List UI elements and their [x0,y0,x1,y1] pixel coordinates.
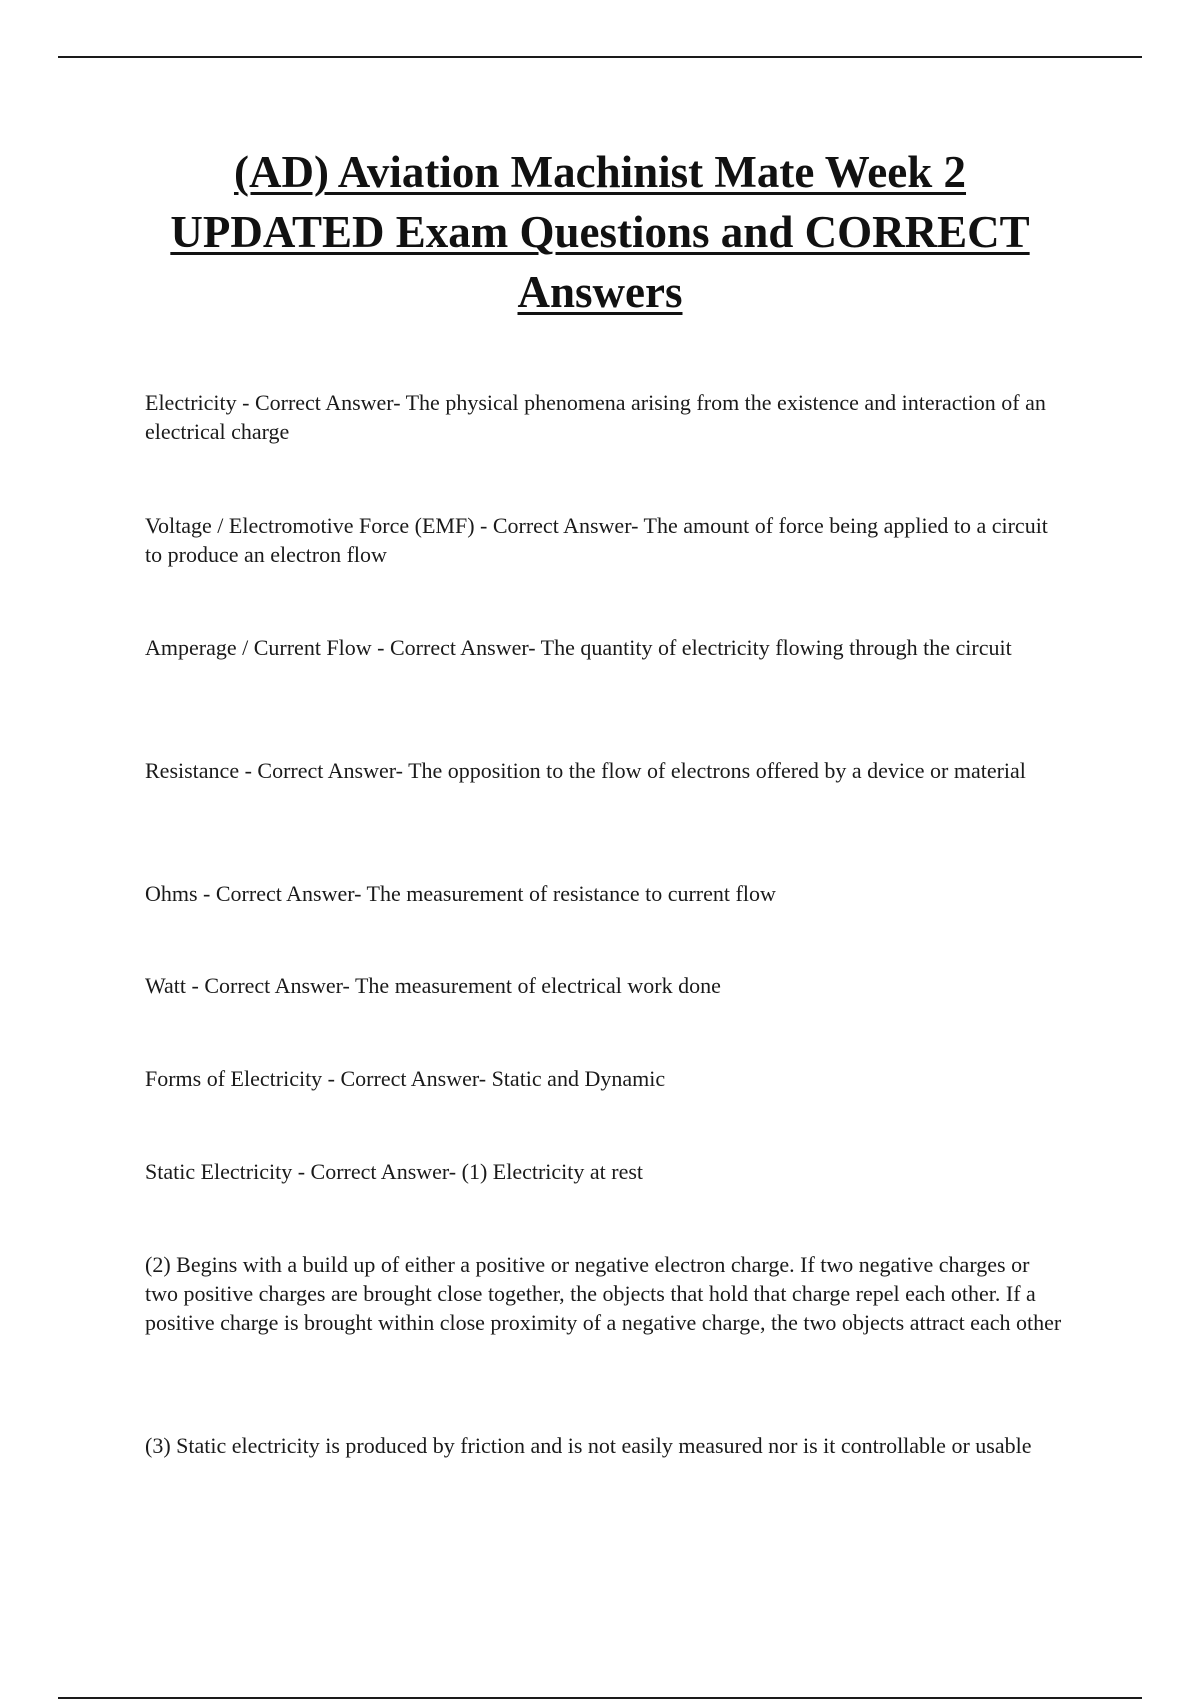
bottom-rule [58,1697,1142,1699]
qa-entry-static-point-3: (3) Static electricity is produced by friction and is not easily measured nor is it controllable or usable [145,1433,1032,1458]
qa-entry-static-electricity: Static Electricity - Correct Answer- (1) Electricity at rest [145,1159,644,1184]
qa-entry-forms-of-electricity: Forms of Electricity - Correct Answer- Static and Dynamic [145,1066,666,1091]
qa-entry-voltage: Voltage / Electromotive Force (EMF) - Correct Answer- The amount of force being applied to a circuit to produce an electron flow [145,513,1048,567]
qa-entry-resistance: Resistance - Correct Answer- The opposition to the flow of electrons offered by a device or material [145,758,1026,783]
document-title: (AD) Aviation Machinist Mate Week 2 UPDATED Exam Questions and CORRECT Answers [170,147,1030,317]
qa-entry-watt: Watt - Correct Answer- The measurement of electrical work done [145,973,721,998]
qa-entry-amperage: Amperage / Current Flow - Correct Answer- The quantity of electricity flowing through the circuit [145,635,1012,660]
qa-entry-static-point-2: (2) Begins with a build up of either a positive or negative electron charge. If two negative charges or two positive charges are brought close together, the objects that hold that charge repel each other. If a positive charge is brought within close proximity of a negative charge, the two objects attract each other [145,1252,1062,1335]
qa-entry-electricity: Electricity - Correct Answer- The physical phenomena arising from the existence and interaction of an electrical charge [145,390,1046,444]
top-rule [58,56,1142,58]
qa-entry-ohms: Ohms - Correct Answer- The measurement of resistance to current flow [145,881,776,906]
